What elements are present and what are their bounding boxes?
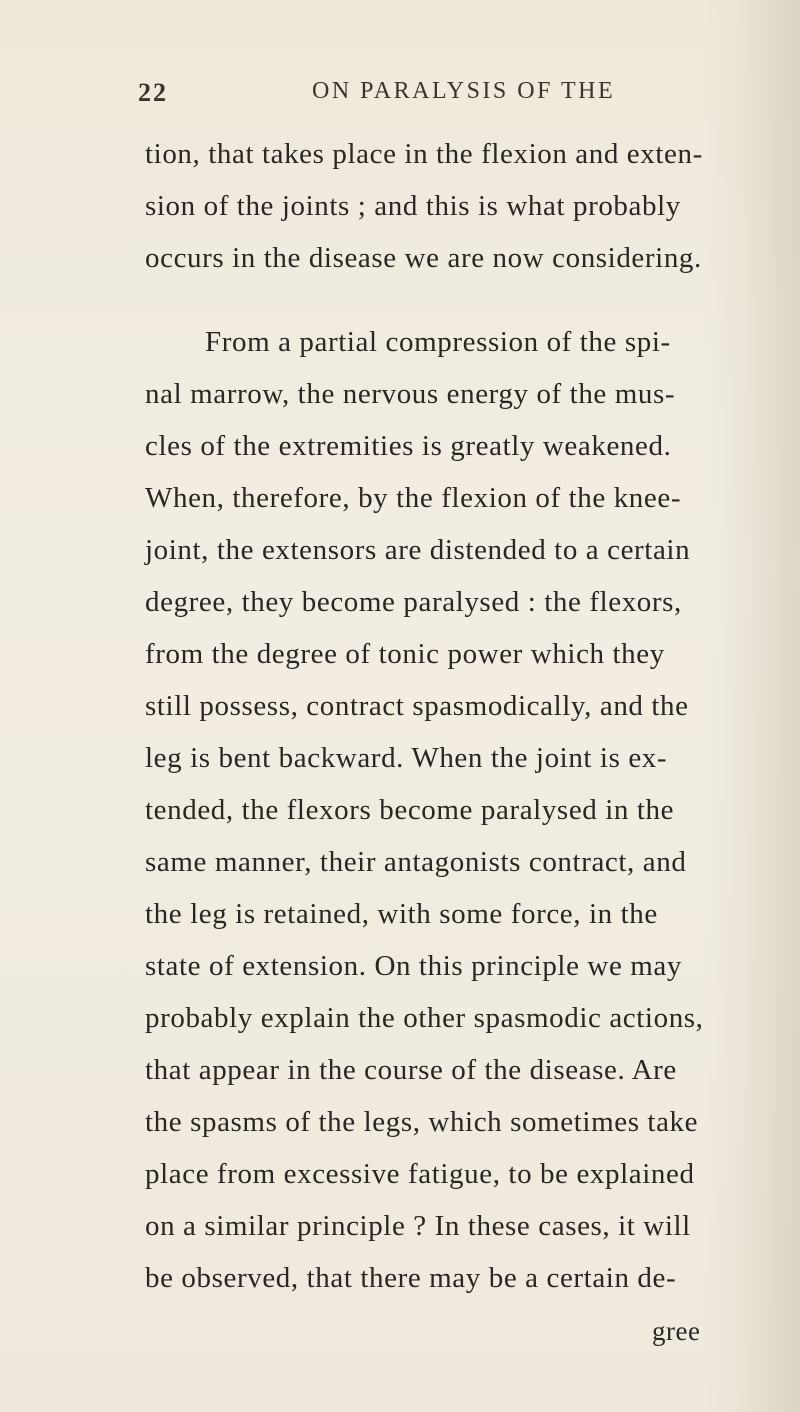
- catchword: gree: [652, 1316, 701, 1346]
- text-line: nal marrow, the nervous energy of the mus-: [145, 378, 676, 410]
- text-line: be observed, that there may be a certain de-: [145, 1262, 677, 1294]
- text-line: the spasms of the legs, which sometimes take: [145, 1106, 699, 1138]
- text-line: degree, they become paralysed : the flexors,: [145, 586, 682, 618]
- page-header: [0, 78, 800, 118]
- text-line: from the degree of tonic power which they: [145, 638, 665, 670]
- text-line: the leg is retained, with some force, in the: [145, 898, 658, 930]
- page-edge-shadow: [730, 0, 800, 1412]
- text-line: probably explain the other spasmodic actions,: [145, 1002, 704, 1034]
- text-line: same manner, their antagonists contract, and: [145, 846, 687, 878]
- text-line: joint, the extensors are distended to a certain: [145, 534, 691, 566]
- paragraph-first-line: From a partial compression of the spi-: [205, 326, 671, 358]
- text-line: state of extension. On this principle we may: [145, 950, 683, 982]
- text-line: that appear in the course of the disease. Are: [145, 1054, 677, 1086]
- text-line: cles of the extremities is greatly weakened.: [145, 430, 672, 462]
- running-head: ON PARALYSIS OF THE: [312, 78, 616, 104]
- text-line: leg is bent backward. When the joint is ex-: [145, 742, 668, 774]
- text-line: tended, the flexors become paralysed in the: [145, 794, 675, 826]
- text-line: occurs in the disease we are now considering.: [145, 242, 702, 274]
- text-line: When, therefore, by the flexion of the knee-: [145, 482, 682, 514]
- page-number: 22: [138, 78, 168, 107]
- text-line: on a similar principle ? In these cases, it will: [145, 1210, 691, 1242]
- text-line: tion, that takes place in the flexion and exten-: [145, 138, 703, 170]
- text-line: place from excessive fatigue, to be explained: [145, 1158, 695, 1190]
- text-line: sion of the joints ; and this is what probably: [145, 190, 681, 222]
- text-line: still possess, contract spasmodically, and the: [145, 690, 689, 722]
